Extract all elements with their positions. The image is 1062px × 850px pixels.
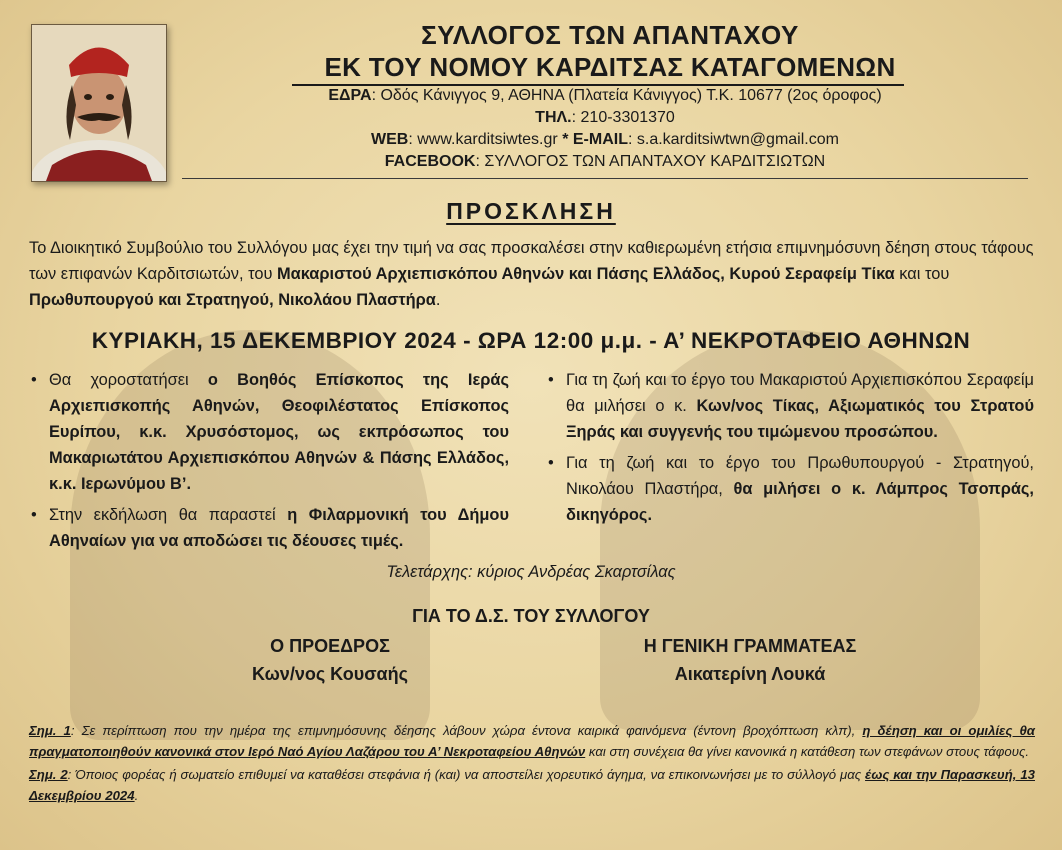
intro-prime-minister: Πρωθυπουργού και Στρατηγού, Νικολάου Πλαστήρα bbox=[29, 291, 436, 309]
phone-value: : 210-3301370 bbox=[571, 109, 675, 126]
invitation-title: ΠΡΟΣΚΛΗΣΗ bbox=[446, 198, 616, 224]
list-item bbox=[29, 502, 509, 554]
note-1-emphasis: η δέηση και οι ομιλίες θα πραγματοποιηθούν κανονικά στον Ιερό Ναό Αγίου Λαζάρου του Α’ Νεκροταφείου Αθηνών bbox=[29, 723, 1035, 759]
list-item bbox=[546, 367, 1034, 445]
header-divider bbox=[182, 178, 1028, 179]
footnotes bbox=[29, 720, 1035, 806]
right-item1-bold: Κων/νος Τίκας, Αξιωματικός του Στρατού Ξηράς και συγγενής του τιμώμενου προσώπου. bbox=[566, 397, 1034, 441]
invitation-intro bbox=[29, 235, 1034, 313]
web-email-line bbox=[200, 131, 1010, 149]
web-value[interactable]: : www.karditsiwtes.gr bbox=[408, 131, 558, 148]
left-item2-text: Στην εκδήλωση θα παραστεί bbox=[49, 506, 288, 524]
president-title: Ο ΠΡΟΕΔΡΟΣ bbox=[270, 636, 390, 656]
right-item2-bold: θα μιλήσει ο κ. Λάμπρος Τσοπράς, δικηγόρος. bbox=[566, 480, 1034, 524]
right-item2-text: Για τη ζωή και το έργο του Πρωθυπουργού - Στρατηγού, Νικολάου Πλαστήρα, bbox=[566, 454, 1034, 498]
phone-line bbox=[200, 109, 1010, 127]
intro-text-3: . bbox=[435, 291, 441, 309]
title-underline bbox=[292, 84, 904, 86]
association-name-line2: ΕΚ ΤΟΥ ΝΟΜΟΥ ΚΑΡΔΙΤΣΑΣ ΚΑΤΑΓΟΜΕΝΩΝ bbox=[324, 52, 896, 82]
right-item1-text: Για τη ζωή και το έργο του Μακαριστού Αρχιεπισκόπου Σεραφείμ θα μιλήσει ο κ. bbox=[566, 371, 1034, 415]
note-1-text: : Σε περίπτωση που την ημέρα της επιμνημόσυνης δέησης λάβουν χώρα έντονα καιρικά φαινόμενα (έντονη βροχόπτωση κλπ), bbox=[70, 723, 863, 738]
list-item bbox=[546, 450, 1034, 528]
note-2-text-end: . bbox=[134, 788, 139, 803]
board-heading: ΓΙΑ ΤΟ Δ.Σ. ΤΟΥ ΣΥΛΛΟΓΟΥ bbox=[412, 606, 650, 626]
note-2-emphasis: έως και την Παρασκευή, 13 Δεκεμβρίου 2024 bbox=[29, 767, 1035, 803]
left-column bbox=[29, 367, 509, 559]
secretary-block bbox=[590, 632, 910, 688]
portrait-image bbox=[31, 24, 167, 182]
web-label: WEB bbox=[371, 131, 409, 148]
email-value[interactable]: : s.a.karditsiwtwn@gmail.com bbox=[627, 131, 839, 148]
right-column bbox=[546, 367, 1034, 533]
intro-archbishop: Μακαριστού Αρχιεπισκόπου Αθηνών και Πάσης Ελλάδος, Κυρού Σεραφείμ Τίκα bbox=[276, 265, 895, 283]
separator-star: * bbox=[562, 131, 569, 148]
left-item1-bold: ο Βοηθός Επίσκοπος της Ιεράς Αρχιεπισκοπής Αθηνών, Θεοφιλέστατος Επίσκοπος Ευρίπου, κ.κ. Χρυσόστομος, ως εκπρόσωπος του Μακαριωτάτου Αρχιεπισκόπου Αθηνών & Πάσης Ελλάδος, κ.κ. Ιερωνύμου Β’. bbox=[49, 371, 510, 493]
note-2-label: Σημ. 2 bbox=[29, 767, 68, 782]
facebook-line bbox=[200, 153, 1010, 171]
address-line bbox=[200, 87, 1010, 105]
note-1-text-end: και στη συνέχεια θα γίνει κανονικά η κατάθεση των στεφάνων στους τάφους. bbox=[585, 744, 1030, 759]
address-value: : Οδός Κάνιγγος 9, ΑΘΗΝΑ (Πλατεία Κάνιγγος) Τ.Κ. 10677 (2ος όροφος) bbox=[371, 87, 882, 104]
phone-label: ΤΗΛ. bbox=[535, 109, 572, 126]
note-2 bbox=[29, 764, 1035, 806]
intro-text-1: Το Διοικητικό Συμβούλιο του Συλλόγου μας έχει την τιμή να σας προσκαλέσει στην καθιερωμένη ετήσια επιμνημόσυνη δέηση στους τάφους των επιφανών Καρδιτσιωτών, του bbox=[29, 239, 1034, 283]
association-name-line1: ΣΥΛΛΟΓΟΣ ΤΩΝ ΑΠΑΝΤΑΧΟΥ bbox=[421, 20, 799, 50]
address-label: ΕΔΡΑ bbox=[328, 87, 372, 104]
intro-text-2: και του bbox=[894, 265, 950, 283]
left-item2-bold: η Φιλαρμονική του Δήμου Αθηναίων για να αποδώσει τις δέουσες τιμές. bbox=[49, 506, 509, 550]
ceremony-master: Τελετάρχης: κύριος Ανδρέας Σκαρτσίλας bbox=[386, 563, 676, 581]
list-item bbox=[29, 367, 509, 497]
president-block bbox=[180, 632, 480, 688]
secretary-name: Αικατερίνη Λουκά bbox=[674, 664, 826, 684]
left-item1-text: Θα χοροστατήσει bbox=[49, 371, 208, 389]
secretary-title: Η ΓΕΝΙΚΗ ΓΡΑΜΜΑΤΕΑΣ bbox=[643, 636, 857, 656]
note-1-label: Σημ. 1 bbox=[29, 723, 71, 738]
portrait-illustration bbox=[32, 25, 166, 181]
president-name: Κων/νος Κουσαής bbox=[252, 664, 408, 684]
email-label: E-MAIL bbox=[572, 131, 628, 148]
note-1 bbox=[29, 720, 1035, 762]
facebook-value: : ΣΥΛΛΟΓΟΣ ΤΩΝ ΑΠΑΝΤΑΧΟΥ ΚΑΡΔΙΤΣΙΩΤΩΝ bbox=[475, 153, 826, 170]
note-2-text: : Όποιος φορέας ή σωματείο επιθυμεί να καταθέσει στεφάνια ή (και) να αποστείλει χορευτικό άγημα, να επικοινωνήσει με το σύλλογό μας bbox=[67, 767, 866, 782]
event-date-line: ΚΥΡΙΑΚΗ, 15 ΔΕΚΕΜΒΡΙΟΥ 2024 - ΩΡΑ 12:00 μ.μ. - Α’ ΝΕΚΡΟΤΑΦΕΙΟ ΑΘΗΝΩΝ bbox=[91, 328, 971, 353]
facebook-label: FACEBOOK bbox=[384, 153, 476, 170]
